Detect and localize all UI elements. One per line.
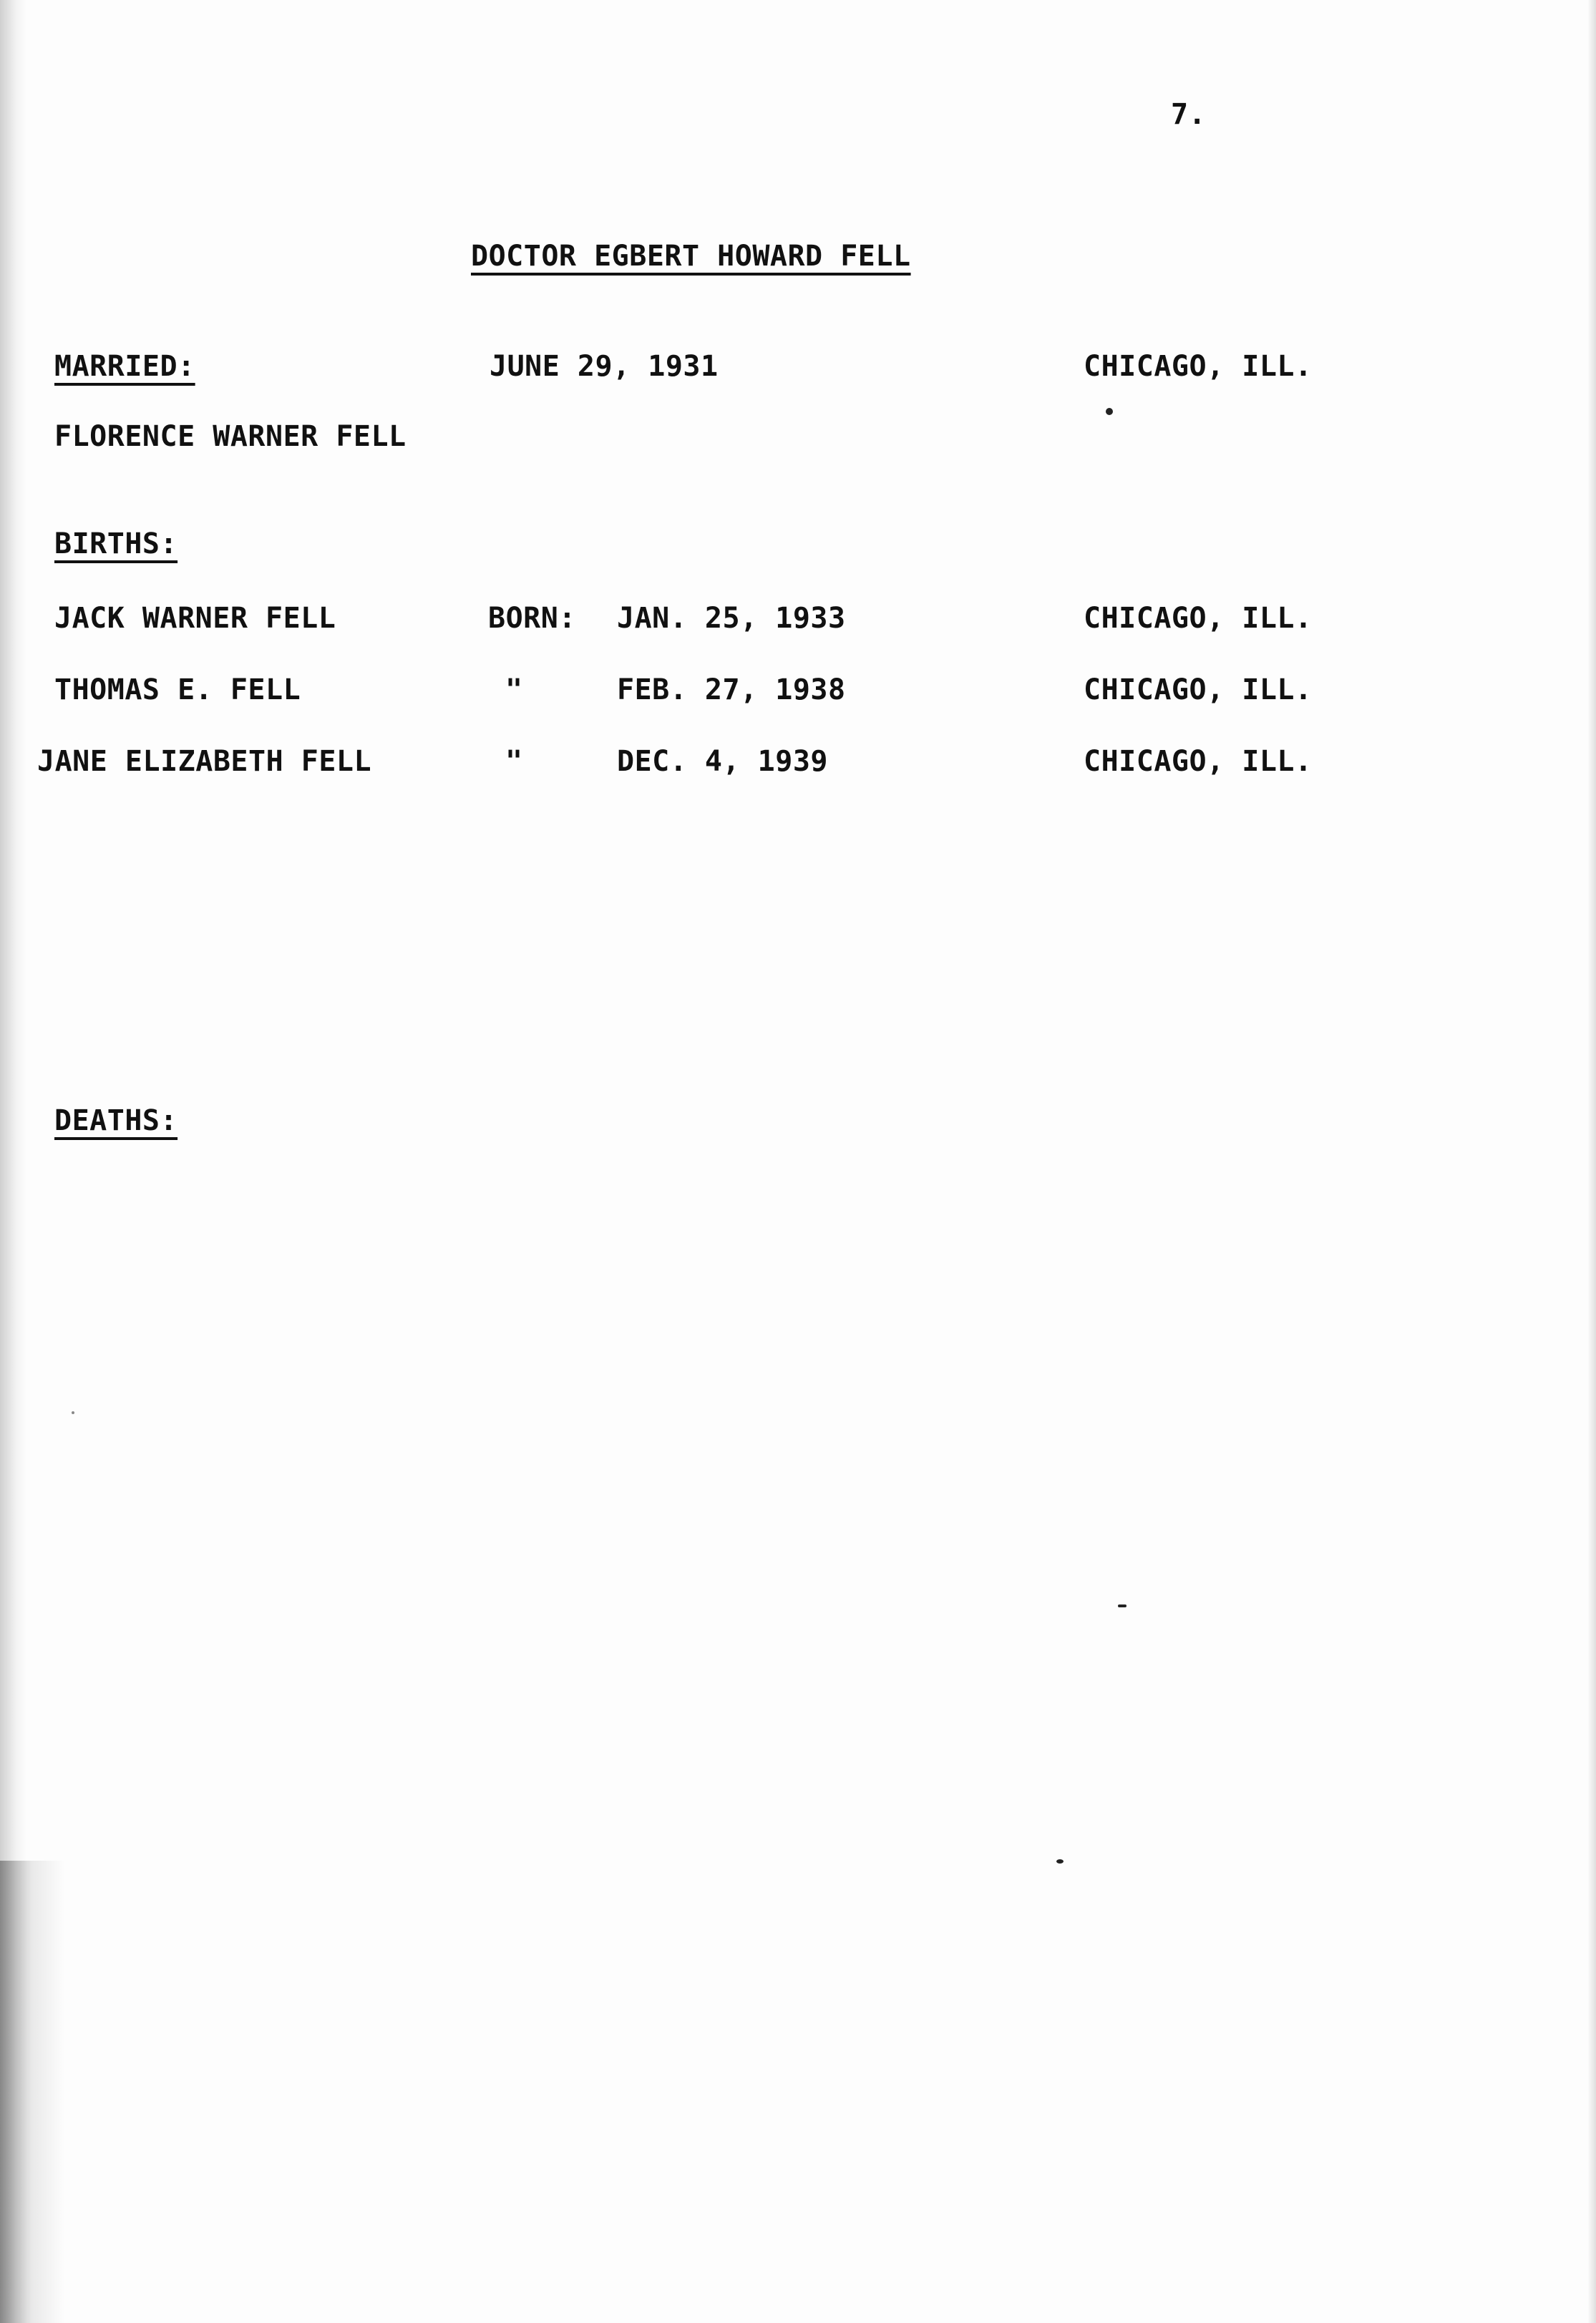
scan-edge-bottom-left <box>0 1861 64 2323</box>
birth-row-1-place: CHICAGO, ILL. <box>1084 602 1313 635</box>
birth-row-3-date: DEC. 4, 1939 <box>617 745 828 778</box>
birth-row-2-marker: " <box>505 673 523 706</box>
birth-row-1-name: JACK WARNER FELL <box>54 602 336 635</box>
deaths-label: DEATHS: <box>54 1104 178 1137</box>
page-title: DOCTOR EGBERT HOWARD FELL <box>471 240 911 273</box>
birth-row-2-name: THOMAS E. FELL <box>54 673 301 706</box>
births-label: BIRTHS: <box>54 527 178 560</box>
page-number: 7. <box>1171 98 1207 131</box>
birth-row-3-name: JANE ELIZABETH FELL <box>37 745 372 778</box>
ink-dot <box>1106 408 1113 415</box>
birth-row-1-marker: BORN: <box>488 602 576 635</box>
scan-speck <box>1118 1604 1127 1607</box>
married-place: CHICAGO, ILL. <box>1084 350 1313 383</box>
birth-row-2-place: CHICAGO, ILL. <box>1084 673 1313 706</box>
birth-row-1-date: JAN. 25, 1933 <box>617 602 846 635</box>
birth-row-2-date: FEB. 27, 1938 <box>617 673 846 706</box>
birth-row-3-marker: " <box>505 745 523 778</box>
married-date: JUNE 29, 1931 <box>490 350 719 383</box>
spouse-name: FLORENCE WARNER FELL <box>54 420 407 453</box>
birth-row-3-place: CHICAGO, ILL. <box>1084 745 1313 778</box>
married-label: MARRIED: <box>54 350 195 383</box>
scan-speck <box>72 1411 74 1414</box>
scan-speck <box>1056 1859 1064 1864</box>
scan-edge-right <box>1587 0 1596 2323</box>
